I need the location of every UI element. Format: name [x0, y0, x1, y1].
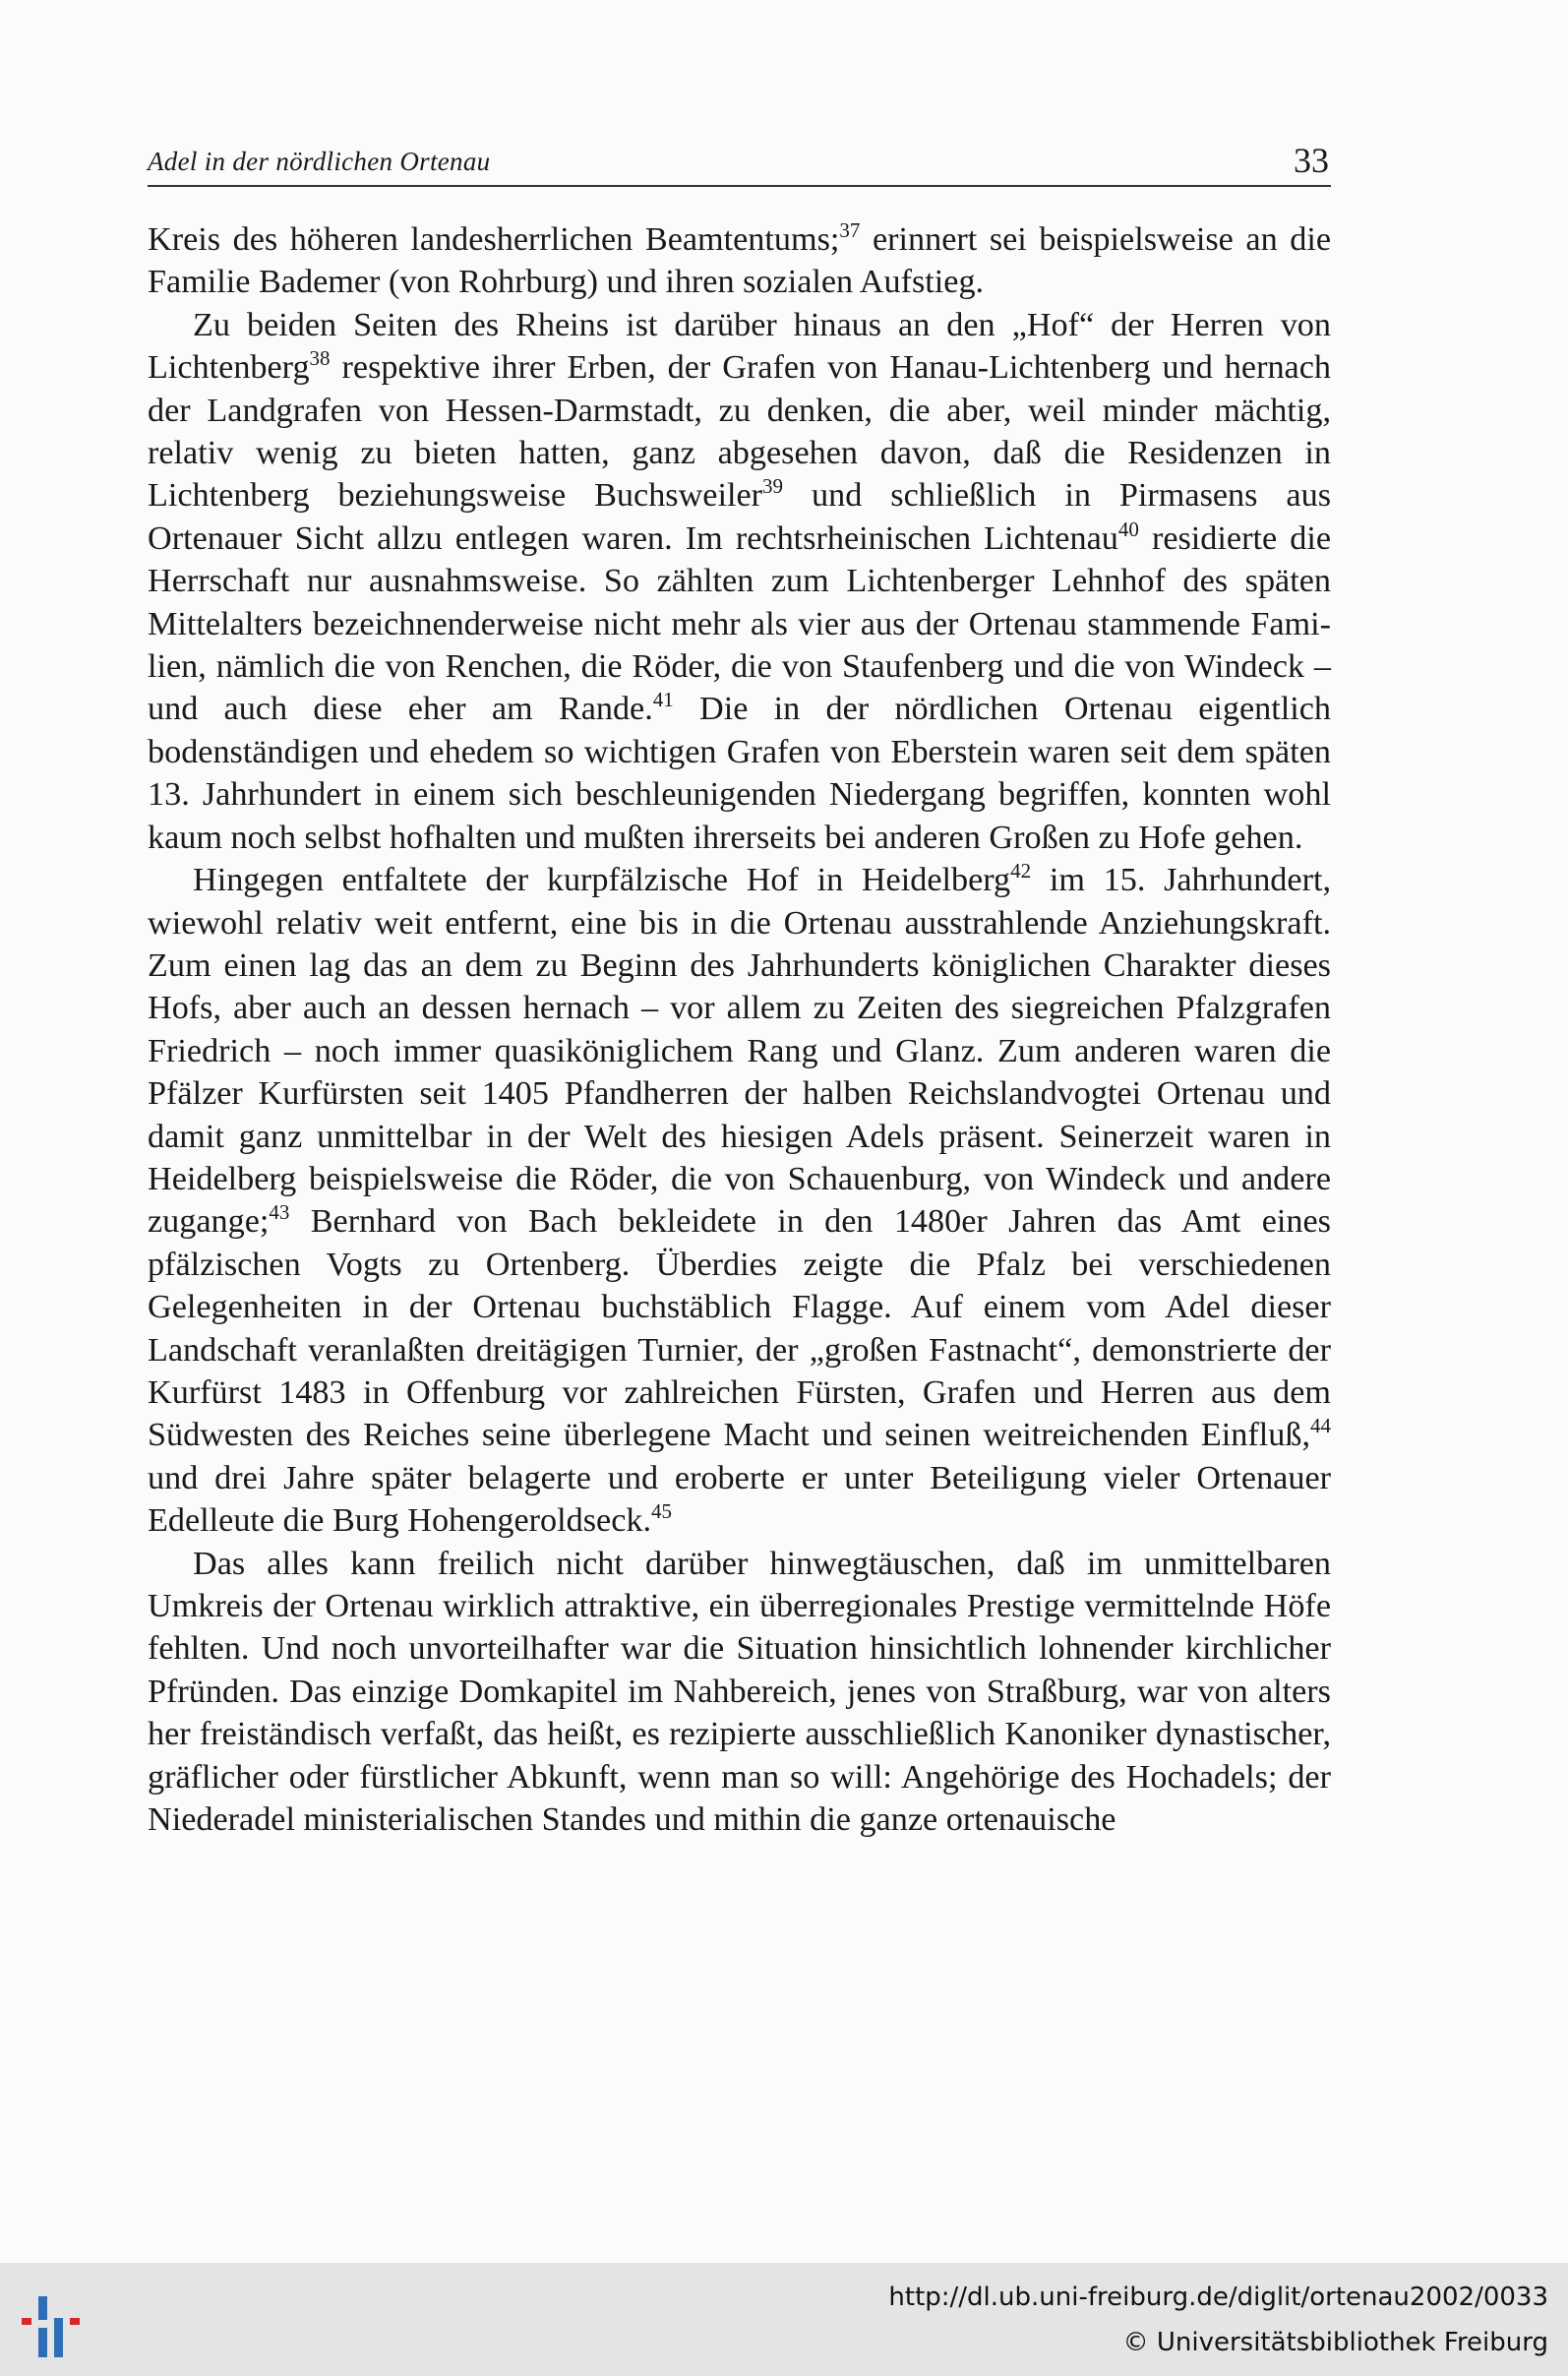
footnote-marker[interactable]: 39 — [762, 474, 784, 499]
text-run: Das alles kann freilich nicht darüber hinwegtäuschen, daß im unmittelbaren Umkreis der Ortenau wirklich attraktive, ein überregionales Prestige vermittelnde Höfe fehlten. Und noch unvorteilhafter war die Situation hinsichtlich lohnender kirchlicher Pfründen. Das einzige Domkapitel im Nahbereich, jenes von Straßburg, war von alters her freiständisch verfaßt, das heißt, es rezipierte ausschließlich Kanoniker dynastischer, gräflicher oder fürstlicher Abkunft, wenn man so will: Angehörige des Hochadels; der Niederadel ministerialischen Standes und mithin die ganze ortenauische — [148, 1545, 1331, 1839]
text-run: residierte die Herrschaft nur ausnahmsweise. So zählten zum Lichtenberger Lehnhof des späten Mittelalters bezeichnenderweise nicht mehr als vier aus der Ortenau stammende Familien, nämlich die von Renchen, die Röder, die von Staufenberg und die von Windeck – und auch diese eher am Rande. — [148, 519, 1331, 728]
footer-bar — [0, 2263, 1568, 2376]
footnote-marker[interactable]: 40 — [1117, 517, 1139, 541]
copyright-notice: © Universitätsbibliothek Freiburg — [1122, 2328, 1548, 2357]
text-run: Bernhard von Bach bekleidete in den 1480er Jahren das Amt eines pfälzischen Vogts zu Ortenberg. Überdies zeigte die Pfalz bei verschiedenen Gelegenheiten in der Ortenau buchstäblich Flagge. Auf einem vom Adel dieser Landschaft veranlaßten dreitägigen Turnier, der „großen Fastnacht“, demonstrierte der Kurfürst 1483 in Offenburg vor zahlreichen Fürsten, Grafen und Herren aus dem Südwesten des Reiches seine überlegene Macht und seinen weitreichenden Einfluß, — [148, 1203, 1331, 1454]
text-run: im 15. Jahrhundert, wiewohl relativ weit entfernt, eine bis in die Ortenau ausstrahlende Anziehungskraft. Zum einen lag das an dem zu Beginn des Jahrhunderts königlichen Charakter dieses Hofs, aber auch an dessen hernach – vor allem zu Zeiten des siegreichen Pfalzgrafen Friedrich – noch immer quasiköniglichem Rang und Glanz. Zum anderen waren die Pfälzer Kurfürsten seit 1405 Pfandherren der halben Reichslandvogtei Ortenau und damit ganz unmittelbar in der Welt des hiesigen Adels präsent. Seinerzeit waren in Heidelberg beispielsweise die Röder, die von Schauenburg, von Windeck und andere zugange; — [148, 862, 1332, 1241]
text-run: respektive ihrer Erben, der Grafen von Hanau-Lichtenberg und hernach der Landgrafen von Hessen-Darmstadt, zu denken, die aber, weil minder mächtig, relativ wenig zu bieten hatten, ganz abgesehen davon, daß die Residenzen in Lichtenberg beziehungsweise Buchsweiler — [148, 349, 1331, 515]
footnote-marker[interactable]: 41 — [652, 688, 674, 712]
text-run: Die in der nördlichen Ortenau eigentlich bodenständigen und ehedem so wichtigen Grafen von Eberstein waren seit dem späten 13. Jahrhundert in einem sich beschleunigenden Niedergang begriffen, konnten wohl kaum noch selbst hofhalten und mußten ihrerseits bei anderen Großen zu Hofe gehen. — [148, 691, 1331, 856]
paragraph — [148, 218, 1331, 304]
paragraph — [148, 304, 1331, 859]
text-run: Zu beiden Seiten des Rheins ist darüber hinaus an den „Hof“ der Herren von Lichtenberg — [148, 306, 1331, 387]
footnote-marker[interactable]: 44 — [1310, 1414, 1331, 1438]
footnote-marker[interactable]: 43 — [269, 1200, 290, 1225]
page-number: 33 — [1294, 141, 1329, 180]
running-title: Adel in der nördlichen Ortenau — [148, 147, 491, 176]
permalink-link[interactable]: http://dl.ub.uni-freiburg.de/diglit/ortenau2002/0033 — [888, 2283, 1548, 2312]
text-run: Hingegen entfaltete der kurpfälzische Hof in Heidelberg — [193, 862, 1011, 899]
body-text — [148, 218, 1331, 1841]
text-run: und schließlich in Pirmasens aus Ortenauer Sicht allzu entlegen waren. Im rechtsrheinischen Lichtenau — [148, 477, 1331, 557]
footnote-marker[interactable]: 37 — [839, 218, 861, 242]
footnote-marker[interactable]: 42 — [1010, 859, 1032, 883]
ub-freiburg-logo-icon[interactable] — [22, 2288, 100, 2357]
paragraph — [148, 1543, 1331, 1842]
text-run: erinnert sei beispielsweise an die Familie Bademer (von Rohrburg) und ihren sozialen Aufstieg. — [148, 221, 1331, 301]
footnote-marker[interactable]: 38 — [309, 346, 331, 371]
page-header — [148, 140, 1331, 187]
text-run: und drei Jahre später belagerte und eroberte er unter Beteiligung vieler Ortenauer Edelleute die Burg Hohengeroldseck. — [148, 1459, 1331, 1540]
footnote-marker[interactable]: 45 — [651, 1499, 673, 1524]
text-run: Kreis des höheren landesherrlichen Beamtentums; — [148, 221, 840, 258]
paragraph — [148, 859, 1331, 1543]
